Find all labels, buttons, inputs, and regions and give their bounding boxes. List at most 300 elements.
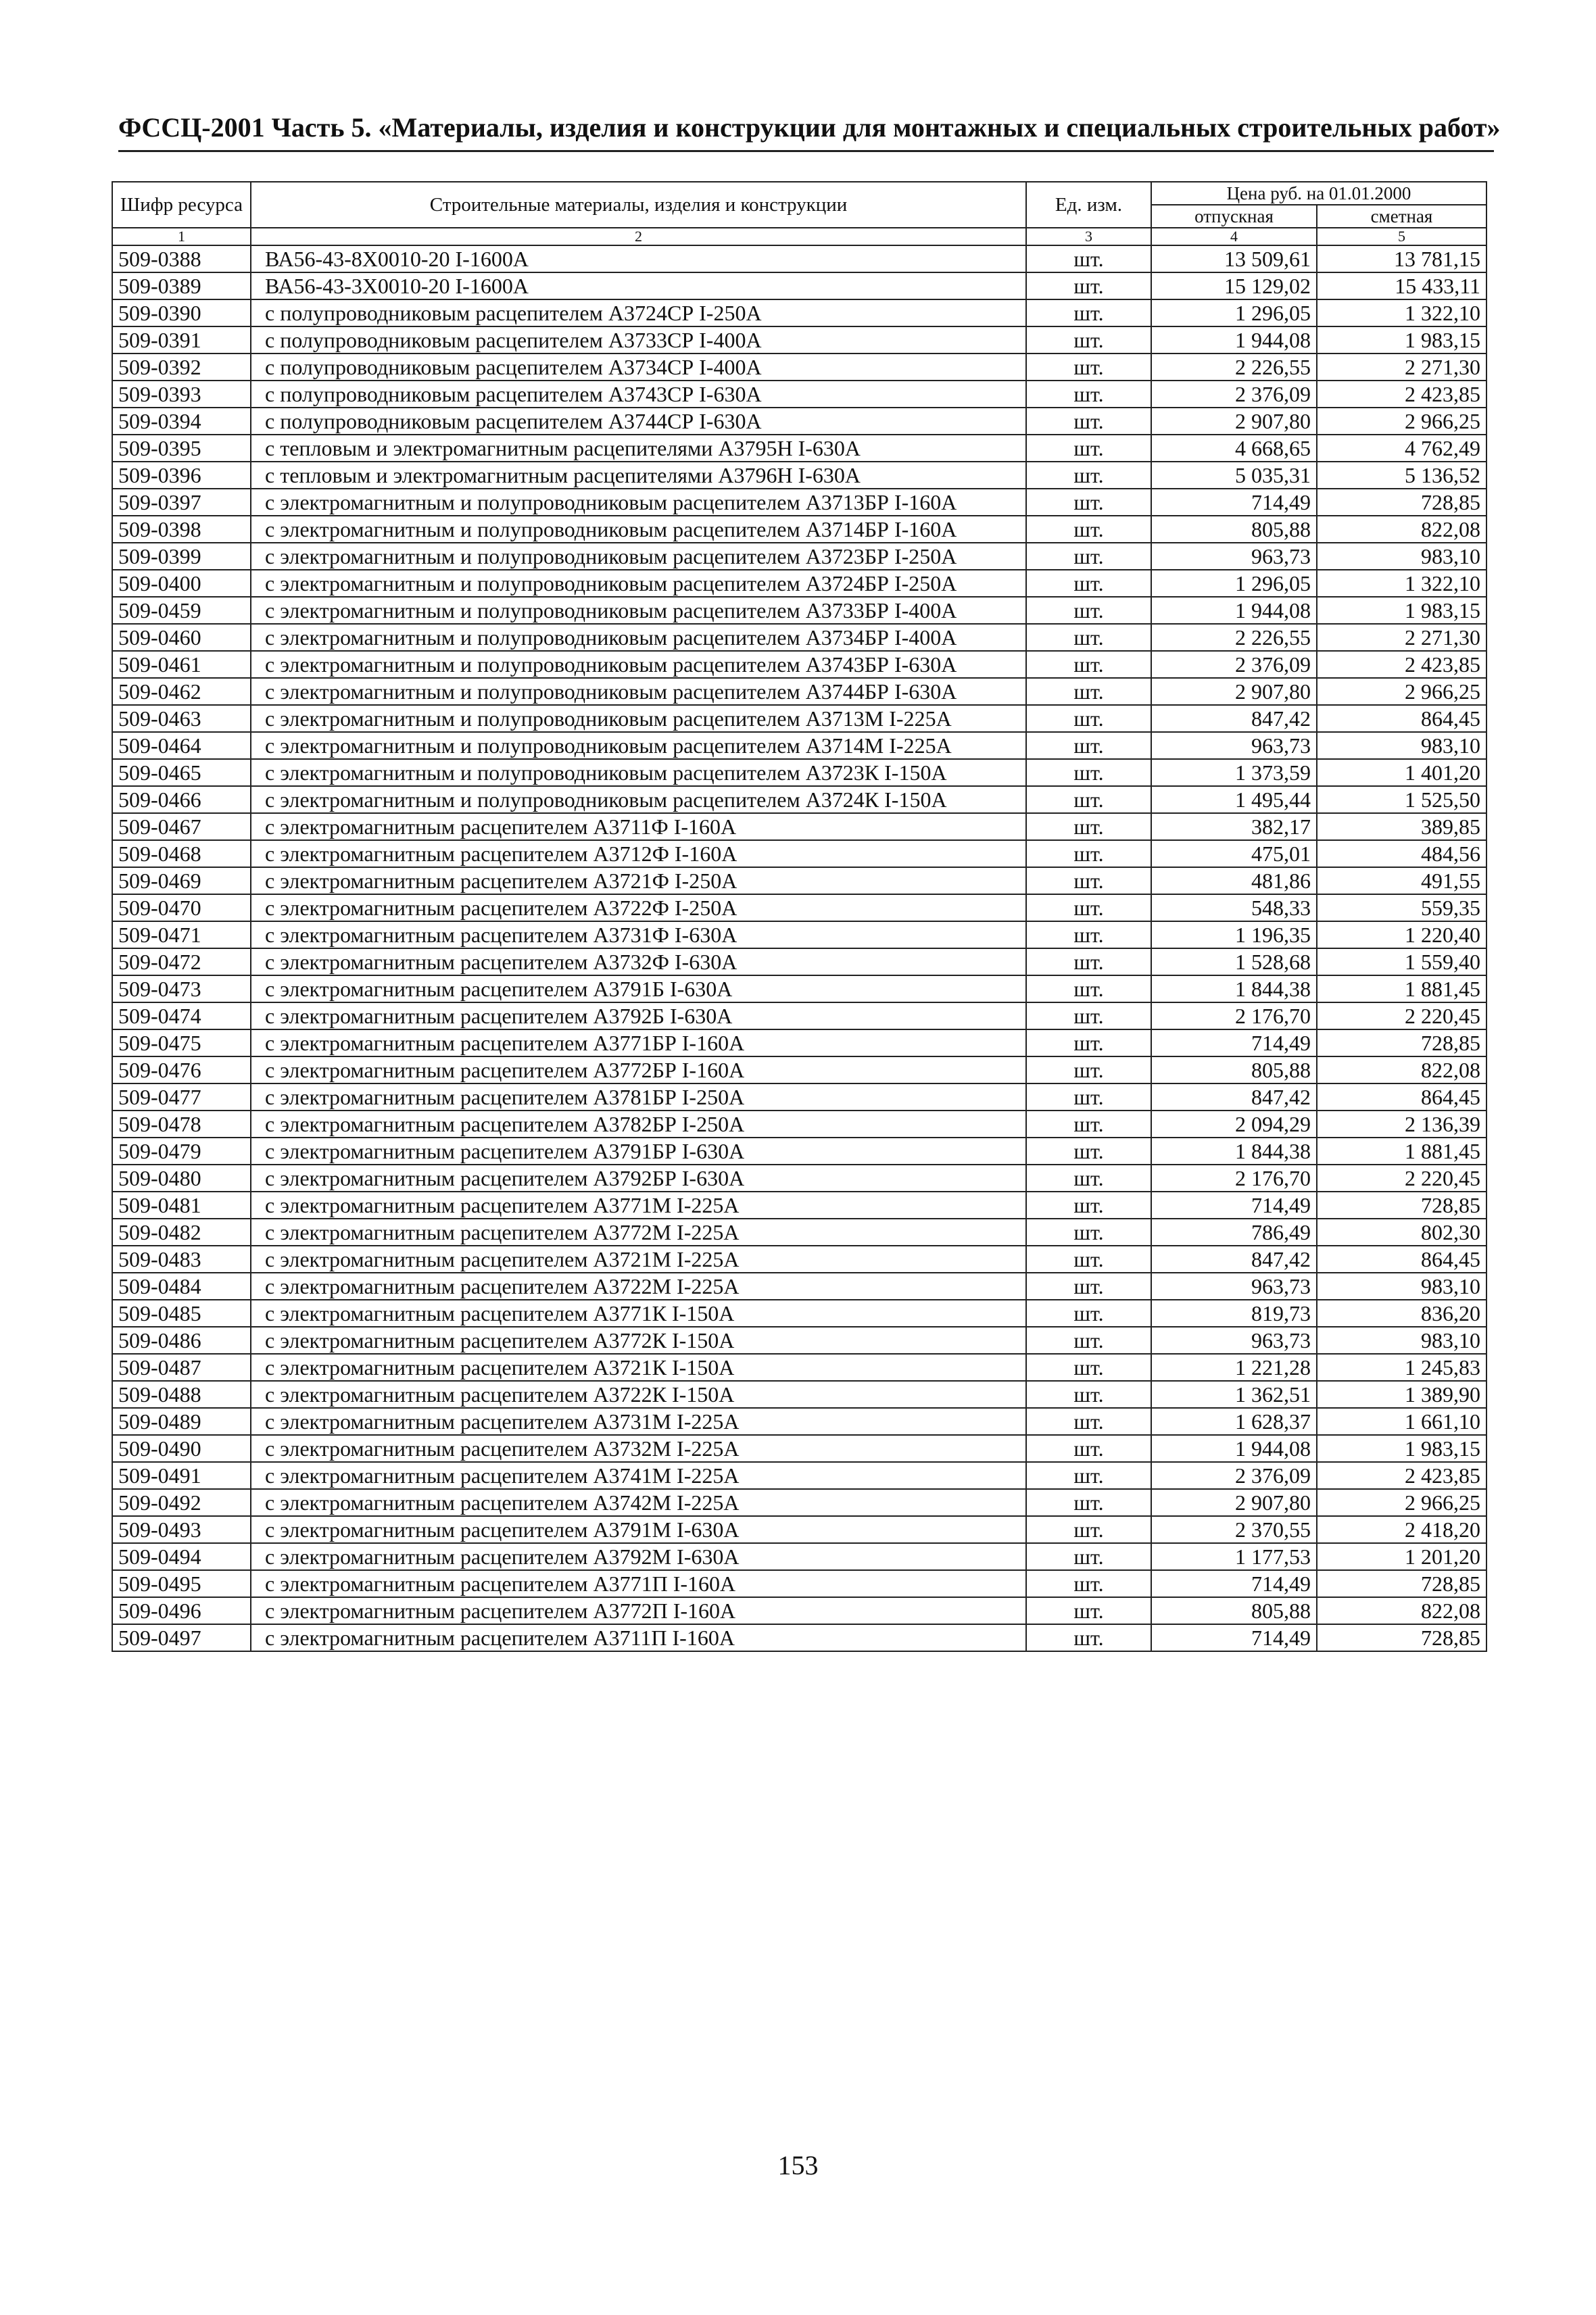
row-code: 509-0397: [112, 489, 251, 516]
row-price-release: 1 373,59: [1151, 759, 1317, 786]
row-code: 509-0469: [112, 867, 251, 894]
table-row: [112, 354, 1486, 381]
row-code: 509-0473: [112, 975, 251, 1002]
row-unit: шт.: [1026, 1165, 1151, 1192]
row-name: с электромагнитным расцепителем А3791БР I-630А: [251, 1138, 1026, 1165]
row-price-estimate: 1 525,50: [1317, 786, 1486, 813]
row-name: с электромагнитным расцепителем А3722Ф I-250А: [251, 894, 1026, 921]
row-unit: шт.: [1026, 1002, 1151, 1029]
row-price-estimate: 2 423,85: [1317, 1462, 1486, 1489]
row-price-estimate: 1 245,83: [1317, 1354, 1486, 1381]
row-code: 509-0396: [112, 462, 251, 489]
row-price-release: 714,49: [1151, 1192, 1317, 1219]
table-row: [112, 786, 1486, 813]
row-price-release: 1 362,51: [1151, 1381, 1317, 1408]
row-name: с электромагнитным расцепителем А3731Ф I-630А: [251, 921, 1026, 948]
row-price-release: 2 176,70: [1151, 1165, 1317, 1192]
table-row: [112, 624, 1486, 651]
row-price-release: 2 226,55: [1151, 354, 1317, 381]
row-price-release: 1 528,68: [1151, 948, 1317, 975]
row-name: с полупроводниковым расцепителем А3743СР I-630А: [251, 381, 1026, 408]
row-price-estimate: 822,08: [1317, 1597, 1486, 1624]
row-unit: шт.: [1026, 1083, 1151, 1111]
row-unit: шт.: [1026, 1624, 1151, 1651]
row-code: 509-0400: [112, 570, 251, 597]
table-row: [112, 678, 1486, 705]
table-row: [112, 1354, 1486, 1381]
row-price-release: 1 844,38: [1151, 1138, 1317, 1165]
row-code: 509-0389: [112, 272, 251, 299]
row-price-release: 1 221,28: [1151, 1354, 1317, 1381]
row-code: 509-0494: [112, 1543, 251, 1570]
row-price-estimate: 728,85: [1317, 1029, 1486, 1056]
table-row: [112, 245, 1486, 272]
row-price-estimate: 1 983,15: [1317, 326, 1486, 354]
column-number: 1: [112, 228, 251, 245]
row-price-release: 1 944,08: [1151, 326, 1317, 354]
row-name: с электромагнитным расцепителем А3711П I-160А: [251, 1624, 1026, 1651]
row-price-estimate: 491,55: [1317, 867, 1486, 894]
table-row: [112, 272, 1486, 299]
row-unit: шт.: [1026, 921, 1151, 948]
column-number: 4: [1151, 228, 1317, 245]
row-price-estimate: 983,10: [1317, 543, 1486, 570]
row-price-estimate: 2 220,45: [1317, 1002, 1486, 1029]
row-code: 509-0394: [112, 408, 251, 435]
table-row: [112, 1083, 1486, 1111]
row-price-estimate: 389,85: [1317, 813, 1486, 840]
row-name: ВА56-43-8Х0010-20 I-1600А: [251, 245, 1026, 272]
row-unit: шт.: [1026, 543, 1151, 570]
row-name: с электромагнитным расцепителем А3742М I-225А: [251, 1489, 1026, 1516]
row-name: с электромагнитным расцепителем А3741М I-225А: [251, 1462, 1026, 1489]
row-price-release: 819,73: [1151, 1300, 1317, 1327]
row-price-release: 1 944,08: [1151, 597, 1317, 624]
header-code: Шифр ресурса: [112, 182, 251, 228]
table-row: [112, 381, 1486, 408]
row-unit: шт.: [1026, 299, 1151, 326]
table-row: [112, 1381, 1486, 1408]
row-price-estimate: 728,85: [1317, 1192, 1486, 1219]
row-unit: шт.: [1026, 462, 1151, 489]
row-name: с электромагнитным расцепителем А3771К I-150А: [251, 1300, 1026, 1327]
row-price-release: 963,73: [1151, 1327, 1317, 1354]
row-price-estimate: 2 136,39: [1317, 1111, 1486, 1138]
row-price-estimate: 2 271,30: [1317, 354, 1486, 381]
row-name: с электромагнитным и полупроводниковым расцепителем А3714М I-225А: [251, 732, 1026, 759]
row-price-estimate: 1 322,10: [1317, 570, 1486, 597]
row-code: 509-0479: [112, 1138, 251, 1165]
row-price-estimate: 864,45: [1317, 1246, 1486, 1273]
row-unit: шт.: [1026, 1381, 1151, 1408]
page-number: 153: [777, 2150, 819, 2180]
row-price-release: 1 944,08: [1151, 1435, 1317, 1462]
row-unit: шт.: [1026, 813, 1151, 840]
row-name: с электромагнитным расцепителем А3712Ф I-160А: [251, 840, 1026, 867]
row-name: с электромагнитным расцепителем А3732М I-225А: [251, 1435, 1026, 1462]
row-name: с электромагнитным и полупроводниковым расцепителем А3723БР I-250А: [251, 543, 1026, 570]
row-code: 509-0463: [112, 705, 251, 732]
row-code: 509-0467: [112, 813, 251, 840]
row-price-estimate: 15 433,11: [1317, 272, 1486, 299]
table-row: [112, 1408, 1486, 1435]
row-unit: шт.: [1026, 597, 1151, 624]
row-price-release: 475,01: [1151, 840, 1317, 867]
row-code: 509-0496: [112, 1597, 251, 1624]
row-name: с электромагнитным расцепителем А3721К I-150А: [251, 1354, 1026, 1381]
row-price-release: 2 226,55: [1151, 624, 1317, 651]
row-code: 509-0464: [112, 732, 251, 759]
row-unit: шт.: [1026, 786, 1151, 813]
header-divider: [118, 150, 1494, 152]
row-price-estimate: 2 966,25: [1317, 678, 1486, 705]
table-row: [112, 1543, 1486, 1570]
row-code: 509-0392: [112, 354, 251, 381]
row-code: 509-0488: [112, 1381, 251, 1408]
table-row: [112, 1165, 1486, 1192]
row-code: 509-0481: [112, 1192, 251, 1219]
row-price-release: 847,42: [1151, 1246, 1317, 1273]
row-price-release: 2 376,09: [1151, 651, 1317, 678]
row-price-estimate: 1 881,45: [1317, 975, 1486, 1002]
row-name: с электромагнитным и полупроводниковым расцепителем А3743БР I-630А: [251, 651, 1026, 678]
row-code: 509-0497: [112, 1624, 251, 1651]
row-unit: шт.: [1026, 326, 1151, 354]
row-name: с полупроводниковым расцепителем А3734СР I-400А: [251, 354, 1026, 381]
table-row: [112, 1624, 1486, 1651]
row-name: с полупроводниковым расцепителем А3733СР I-400А: [251, 326, 1026, 354]
row-name: с электромагнитным и полупроводниковым расцепителем А3713М I-225А: [251, 705, 1026, 732]
table-row: [112, 1246, 1486, 1273]
table-row: [112, 759, 1486, 786]
row-price-release: 714,49: [1151, 1570, 1317, 1597]
row-price-release: 805,88: [1151, 1056, 1317, 1083]
table-row: [112, 1138, 1486, 1165]
row-name: с электромагнитным и полупроводниковым расцепителем А3744БР I-630А: [251, 678, 1026, 705]
row-price-estimate: 2 271,30: [1317, 624, 1486, 651]
row-price-estimate: 559,35: [1317, 894, 1486, 921]
column-number: 2: [251, 228, 1026, 245]
row-unit: шт.: [1026, 732, 1151, 759]
row-price-estimate: 822,08: [1317, 516, 1486, 543]
table-row: [112, 1300, 1486, 1327]
row-unit: шт.: [1026, 867, 1151, 894]
row-price-estimate: 2 423,85: [1317, 381, 1486, 408]
row-unit: шт.: [1026, 570, 1151, 597]
row-price-release: 714,49: [1151, 1624, 1317, 1651]
row-name: с электромагнитным расцепителем А3722К I-150А: [251, 1381, 1026, 1408]
row-name: с электромагнитным расцепителем А3732Ф I-630А: [251, 948, 1026, 975]
row-price-release: 1 495,44: [1151, 786, 1317, 813]
row-price-estimate: 802,30: [1317, 1219, 1486, 1246]
row-price-release: 847,42: [1151, 705, 1317, 732]
row-name: с электромагнитным расцепителем А3772П I-160А: [251, 1597, 1026, 1624]
row-code: 509-0492: [112, 1489, 251, 1516]
row-price-estimate: 864,45: [1317, 705, 1486, 732]
table-row: [112, 597, 1486, 624]
table-row: [112, 543, 1486, 570]
row-code: 509-0465: [112, 759, 251, 786]
row-code: 509-0486: [112, 1327, 251, 1354]
row-price-estimate: 983,10: [1317, 1273, 1486, 1300]
row-unit: шт.: [1026, 272, 1151, 299]
row-name: с электромагнитным расцепителем А3772БР I-160А: [251, 1056, 1026, 1083]
row-unit: шт.: [1026, 759, 1151, 786]
row-price-estimate: 1 661,10: [1317, 1408, 1486, 1435]
table-row: [112, 1273, 1486, 1300]
row-price-estimate: 2 423,85: [1317, 651, 1486, 678]
header-price-release: отпускная: [1151, 205, 1317, 228]
row-code: 509-0474: [112, 1002, 251, 1029]
row-name: с электромагнитным расцепителем А3721Ф I-250А: [251, 867, 1026, 894]
table-row: [112, 1516, 1486, 1543]
table-row: [112, 1002, 1486, 1029]
row-price-estimate: 822,08: [1317, 1056, 1486, 1083]
row-code: 509-0480: [112, 1165, 251, 1192]
row-unit: шт.: [1026, 1408, 1151, 1435]
row-price-estimate: 1 983,15: [1317, 597, 1486, 624]
row-price-release: 548,33: [1151, 894, 1317, 921]
row-price-release: 2 094,29: [1151, 1111, 1317, 1138]
row-unit: шт.: [1026, 1111, 1151, 1138]
table-row: [112, 732, 1486, 759]
row-code: 509-0468: [112, 840, 251, 867]
row-price-release: 963,73: [1151, 1273, 1317, 1300]
row-code: 509-0495: [112, 1570, 251, 1597]
table-row: [112, 1029, 1486, 1056]
row-price-estimate: 836,20: [1317, 1300, 1486, 1327]
row-price-release: 2 370,55: [1151, 1516, 1317, 1543]
table-row: [112, 1056, 1486, 1083]
row-code: 509-0391: [112, 326, 251, 354]
row-name: с тепловым и электромагнитным расцепителями А3795Н I-630А: [251, 435, 1026, 462]
row-unit: шт.: [1026, 516, 1151, 543]
row-unit: шт.: [1026, 1327, 1151, 1354]
row-unit: шт.: [1026, 381, 1151, 408]
row-price-estimate: 2 966,25: [1317, 408, 1486, 435]
row-code: 509-0475: [112, 1029, 251, 1056]
table-row: [112, 975, 1486, 1002]
row-price-release: 786,49: [1151, 1219, 1317, 1246]
table-row: [112, 1111, 1486, 1138]
row-price-estimate: 1 401,20: [1317, 759, 1486, 786]
row-name: с электромагнитным и полупроводниковым расцепителем А3734БР I-400А: [251, 624, 1026, 651]
header-price-estimate: сметная: [1317, 205, 1486, 228]
row-code: 509-0393: [112, 381, 251, 408]
table-row: [112, 1462, 1486, 1489]
row-price-release: 13 509,61: [1151, 245, 1317, 272]
price-table: [112, 181, 1487, 1652]
row-price-estimate: 1 983,15: [1317, 1435, 1486, 1462]
row-name: с электромагнитным расцепителем А3791Б I-630А: [251, 975, 1026, 1002]
row-price-estimate: 13 781,15: [1317, 245, 1486, 272]
row-code: 509-0477: [112, 1083, 251, 1111]
table-row: [112, 894, 1486, 921]
row-price-estimate: 864,45: [1317, 1083, 1486, 1111]
row-name: с электромагнитным расцепителем А3731М I-225А: [251, 1408, 1026, 1435]
row-unit: шт.: [1026, 354, 1151, 381]
table-row: [112, 489, 1486, 516]
row-unit: шт.: [1026, 1056, 1151, 1083]
row-name: с электромагнитным и полупроводниковым расцепителем А3733БР I-400А: [251, 597, 1026, 624]
row-name: с электромагнитным расцепителем А3771М I-225А: [251, 1192, 1026, 1219]
table-row: [112, 1219, 1486, 1246]
row-code: 509-0485: [112, 1300, 251, 1327]
row-price-estimate: 1 389,90: [1317, 1381, 1486, 1408]
header-name: Строительные материалы, изделия и конструкции: [251, 182, 1026, 228]
table-row: [112, 570, 1486, 597]
page-header: ФССЦ-2001 Часть 5. «Материалы, изделия и конструкции для монтажных и специальных строительных работ»: [118, 112, 1501, 143]
table-row: [112, 516, 1486, 543]
table-row: [112, 705, 1486, 732]
row-name: с полупроводниковым расцепителем А3744СР I-630А: [251, 408, 1026, 435]
row-code: 509-0478: [112, 1111, 251, 1138]
row-code: 509-0462: [112, 678, 251, 705]
row-unit: шт.: [1026, 624, 1151, 651]
row-price-release: 1 296,05: [1151, 299, 1317, 326]
row-unit: шт.: [1026, 651, 1151, 678]
row-code: 509-0472: [112, 948, 251, 975]
row-unit: шт.: [1026, 705, 1151, 732]
row-price-release: 1 196,35: [1151, 921, 1317, 948]
row-price-estimate: 2 966,25: [1317, 1489, 1486, 1516]
table-row: [112, 1570, 1486, 1597]
table-body: [112, 245, 1486, 1651]
row-unit: шт.: [1026, 245, 1151, 272]
row-price-release: 963,73: [1151, 543, 1317, 570]
row-name: с электромагнитным расцепителем А3781БР I-250А: [251, 1083, 1026, 1111]
row-price-release: 5 035,31: [1151, 462, 1317, 489]
row-code: 509-0460: [112, 624, 251, 651]
column-number: 3: [1026, 228, 1151, 245]
column-number: 5: [1317, 228, 1486, 245]
row-price-release: 1 628,37: [1151, 1408, 1317, 1435]
row-name: с электромагнитным расцепителем А3771П I-160А: [251, 1570, 1026, 1597]
row-price-release: 382,17: [1151, 813, 1317, 840]
row-name: с электромагнитным расцепителем А3792М I-630А: [251, 1543, 1026, 1570]
row-code: 509-0482: [112, 1219, 251, 1246]
row-unit: шт.: [1026, 489, 1151, 516]
table-row: [112, 1192, 1486, 1219]
table-row: [112, 408, 1486, 435]
row-name: с электромагнитным расцепителем А3791М I-630А: [251, 1516, 1026, 1543]
row-code: 509-0491: [112, 1462, 251, 1489]
row-code: 509-0388: [112, 245, 251, 272]
row-unit: шт.: [1026, 975, 1151, 1002]
row-unit: шт.: [1026, 840, 1151, 867]
table-row: [112, 462, 1486, 489]
table-row: [112, 840, 1486, 867]
row-name: с электромагнитным расцепителем А3772М I-225А: [251, 1219, 1026, 1246]
row-name: ВА56-43-3Х0010-20 I-1600А: [251, 272, 1026, 299]
row-name: с электромагнитным расцепителем А3722М I-225А: [251, 1273, 1026, 1300]
table-row: [112, 1489, 1486, 1516]
table-row: [112, 1597, 1486, 1624]
row-unit: шт.: [1026, 1543, 1151, 1570]
row-price-release: 1 844,38: [1151, 975, 1317, 1002]
row-price-release: 1 177,53: [1151, 1543, 1317, 1570]
table-row: [112, 299, 1486, 326]
row-code: 509-0483: [112, 1246, 251, 1273]
row-price-estimate: 983,10: [1317, 732, 1486, 759]
row-name: с электромагнитным и полупроводниковым расцепителем А3723К I-150А: [251, 759, 1026, 786]
row-unit: шт.: [1026, 1570, 1151, 1597]
row-price-release: 963,73: [1151, 732, 1317, 759]
header-unit: Ед. изм.: [1026, 182, 1151, 228]
row-price-release: 1 296,05: [1151, 570, 1317, 597]
table-row: [112, 867, 1486, 894]
row-price-estimate: 2 418,20: [1317, 1516, 1486, 1543]
row-code: 509-0398: [112, 516, 251, 543]
row-price-release: 805,88: [1151, 516, 1317, 543]
row-code: 509-0476: [112, 1056, 251, 1083]
row-price-estimate: 1 220,40: [1317, 921, 1486, 948]
row-code: 509-0493: [112, 1516, 251, 1543]
row-unit: шт.: [1026, 1597, 1151, 1624]
row-code: 509-0395: [112, 435, 251, 462]
row-code: 509-0484: [112, 1273, 251, 1300]
row-name: с электромагнитным расцепителем А3771БР I-160А: [251, 1029, 1026, 1056]
row-code: 509-0459: [112, 597, 251, 624]
row-price-estimate: 1 881,45: [1317, 1138, 1486, 1165]
row-price-estimate: 728,85: [1317, 1624, 1486, 1651]
row-price-release: 847,42: [1151, 1083, 1317, 1111]
row-unit: шт.: [1026, 1354, 1151, 1381]
row-unit: шт.: [1026, 1192, 1151, 1219]
row-price-release: 714,49: [1151, 1029, 1317, 1056]
row-price-release: 4 668,65: [1151, 435, 1317, 462]
row-code: 509-0487: [112, 1354, 251, 1381]
row-unit: шт.: [1026, 408, 1151, 435]
row-price-estimate: 728,85: [1317, 489, 1486, 516]
row-price-estimate: 1 322,10: [1317, 299, 1486, 326]
row-price-estimate: 2 220,45: [1317, 1165, 1486, 1192]
row-name: с электромагнитным расцепителем А3792Б I-630А: [251, 1002, 1026, 1029]
row-price-release: 2 907,80: [1151, 678, 1317, 705]
column-number-row: [112, 228, 1486, 245]
row-unit: шт.: [1026, 948, 1151, 975]
table-row: [112, 813, 1486, 840]
row-unit: шт.: [1026, 1516, 1151, 1543]
table-row: [112, 948, 1486, 975]
row-code: 509-0489: [112, 1408, 251, 1435]
row-price-estimate: 983,10: [1317, 1327, 1486, 1354]
row-price-estimate: 728,85: [1317, 1570, 1486, 1597]
table-row: [112, 1435, 1486, 1462]
row-unit: шт.: [1026, 1219, 1151, 1246]
row-price-release: 15 129,02: [1151, 272, 1317, 299]
row-price-release: 2 907,80: [1151, 1489, 1317, 1516]
row-code: 509-0399: [112, 543, 251, 570]
row-price-release: 2 176,70: [1151, 1002, 1317, 1029]
row-price-release: 2 376,09: [1151, 381, 1317, 408]
row-price-release: 2 907,80: [1151, 408, 1317, 435]
row-code: 509-0390: [112, 299, 251, 326]
row-code: 509-0471: [112, 921, 251, 948]
row-name: с электромагнитным расцепителем А3711Ф I-160А: [251, 813, 1026, 840]
row-name: с тепловым и электромагнитным расцепителями А3796Н I-630А: [251, 462, 1026, 489]
row-unit: шт.: [1026, 1138, 1151, 1165]
row-unit: шт.: [1026, 1462, 1151, 1489]
row-price-estimate: 1 559,40: [1317, 948, 1486, 975]
row-price-estimate: 5 136,52: [1317, 462, 1486, 489]
row-name: с электромагнитным расцепителем А3721М I-225А: [251, 1246, 1026, 1273]
table-row: [112, 326, 1486, 354]
row-price-estimate: 1 201,20: [1317, 1543, 1486, 1570]
row-name: с электромагнитным расцепителем А3792БР I-630А: [251, 1165, 1026, 1192]
row-unit: шт.: [1026, 1435, 1151, 1462]
header-price: Цена руб. на 01.01.2000: [1151, 182, 1486, 205]
